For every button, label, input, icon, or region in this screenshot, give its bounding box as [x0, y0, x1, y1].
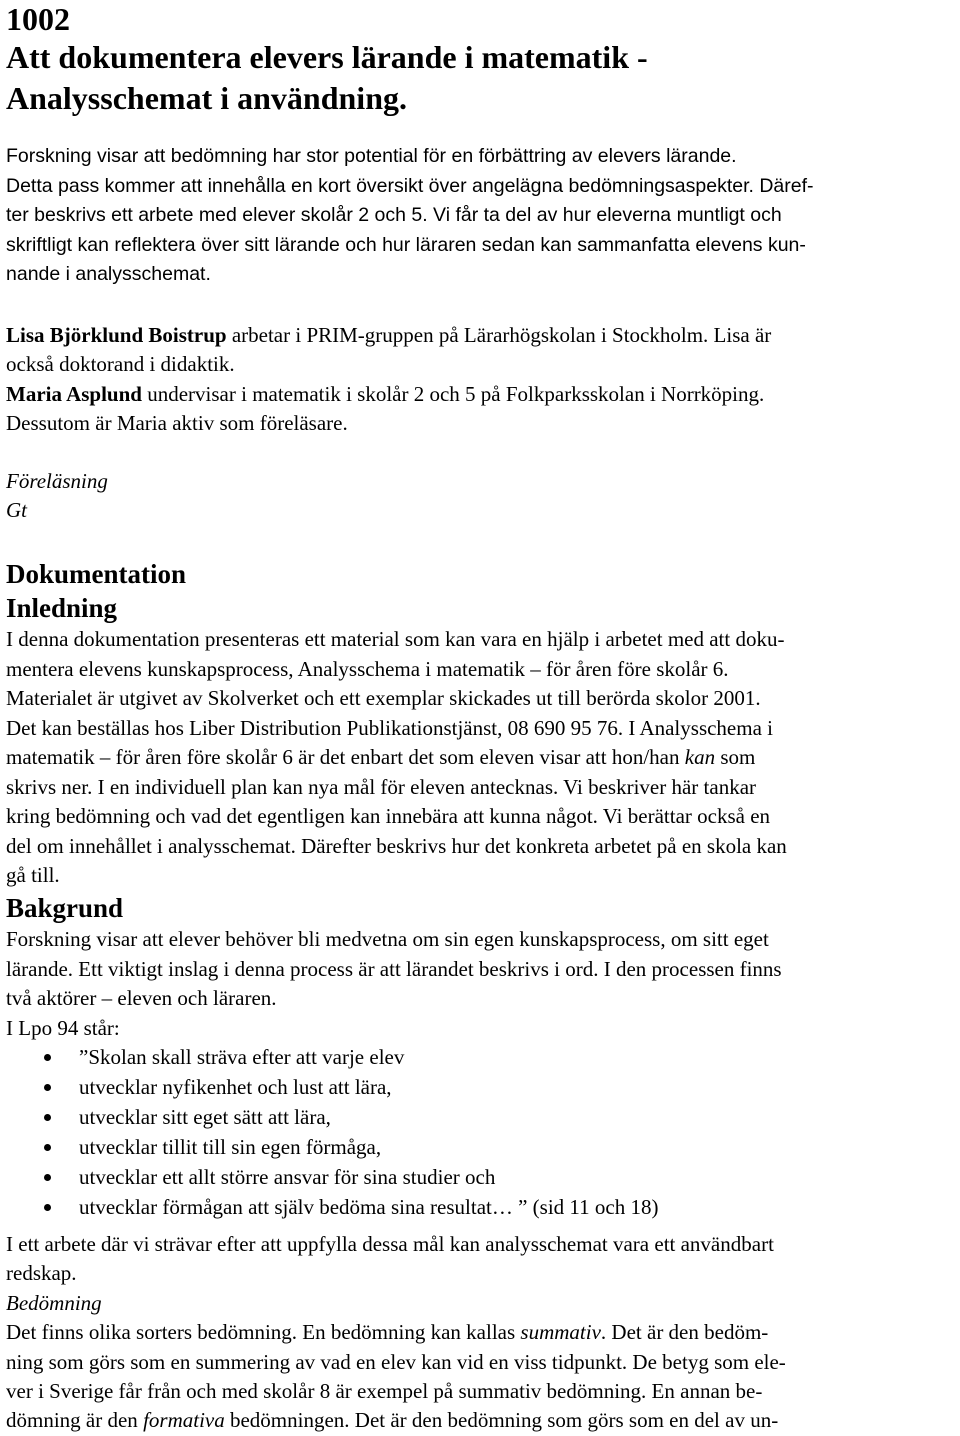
bedomning-line-4-a: dömning är den [6, 1408, 144, 1432]
list-item: utvecklar ett allt större ansvar för sina studier och [79, 1165, 496, 1189]
bedomning-line-2: ning som görs som en summering av vad en elev kan vid en viss tidpunkt. De betyg som ele- [6, 1350, 786, 1374]
inledning-line-5 [6, 743, 755, 772]
list-bullet [44, 1084, 51, 1091]
bedomning-line-1-a: Det finns olika sorters bedömning. En bedömning kan kallas [6, 1320, 521, 1344]
list-item: utvecklar förmågan att själv bedöma sina resultat… ” (sid 11 och 18) [79, 1195, 659, 1219]
inledning-line-6: skrivs ner. I en individuell plan kan nya mål för eleven antecknas. Vi beskriver här tankar [6, 775, 757, 799]
inledning-line-5-b: som [715, 745, 756, 769]
inledning-line-7: kring bedömning och vad det egentligen kan innebära att kunna något. Vi berättar också en [6, 804, 771, 828]
author-maria-name: Maria Asplund [6, 382, 142, 406]
list-bullet [44, 1174, 51, 1181]
list-bullet [44, 1204, 51, 1211]
list-item: ”Skolan skall sträva efter att varje elev [79, 1045, 405, 1069]
inledning-line-3: Materialet är utgivet av Skolverket och ett exemplar skickades ut till berörda skolor 2001. [6, 686, 761, 710]
bedomning-line-4 [6, 1406, 778, 1435]
inledning-line-5-kan: kan [684, 745, 716, 769]
heading-dokumentation: Dokumentation [6, 559, 187, 589]
heading-bedomning: Bedömning [6, 1291, 102, 1315]
bedomning-summativ: summativ [520, 1320, 601, 1344]
author-lisa-name: Lisa Björklund Boistrup [6, 323, 227, 347]
author-maria-line-2: Dessutom är Maria aktiv som föreläsare. [6, 411, 348, 435]
author-lisa-text: arbetar i PRIM-gruppen på Lärarhögskolan i Stockholm. Lisa är [226, 323, 772, 347]
intro-line-5: nande i analysschemat. [6, 263, 211, 285]
bakgrund-line-3: två aktörer – eleven och läraren. [6, 986, 277, 1010]
session-level: Gt [6, 498, 27, 522]
document-number: 1002 [6, 1, 70, 37]
intro-line-3-a: ter beskrivs ett arbete med elever skolår 2 och 5. [6, 204, 428, 226]
bakgrund-line-1: Forskning visar att elever behöver bli medvetna om sin egen kunskapsprocess, om sitt eget [6, 927, 769, 951]
list-bullet [44, 1054, 51, 1061]
list-item: utvecklar tillit till sin egen förmåga, [79, 1135, 382, 1159]
inledning-line-9: gå till. [6, 863, 60, 887]
bedomning-line-3: ver i Sverige får från och med skolår 8 är exempel på summativ bedömning. En annan be- [6, 1379, 763, 1403]
title-line-1: Att dokumentera elevers lärande i matematik - [6, 39, 648, 75]
title-line-2: Analysschemat i användning. [6, 80, 407, 116]
intro-line-4: skriftligt kan reflektera över sitt lärande och hur läraren sedan kan sammanfatta elevens kun- [6, 234, 806, 256]
bakgrund-line-4: I Lpo 94 står: [6, 1016, 120, 1040]
bedomning-line-1-b: . Det är den bedöm- [600, 1320, 769, 1344]
inledning-line-2: mentera elevens kunskapsprocess, Analysschema i matematik – för åren före skolår 6. [6, 657, 729, 681]
intro-line-3 [6, 201, 782, 230]
list-item: utvecklar nyfikenhet och lust att lära, [79, 1075, 392, 1099]
session-type: Föreläsning [6, 469, 108, 493]
heading-bakgrund: Bakgrund [6, 893, 124, 923]
list-bullet [44, 1144, 51, 1151]
bakgrund-line-2: lärande. Ett viktigt inslag i denna process är att lärandet beskrivs i ord. I den processen finns [6, 957, 782, 981]
after-list-line-2: redskap. [6, 1261, 77, 1285]
inledning-line-8: del om innehållet i analysschemat. Därefter beskrivs hur det konkreta arbetet på en skola kan [6, 834, 787, 858]
author-maria-line [6, 380, 764, 409]
bedomning-formativa: formativa [143, 1408, 225, 1432]
author-lisa-line-2: också doktorand i didaktik. [6, 352, 235, 376]
inledning-line-5-a: matematik – för åren före skolår 6 är det enbart det som eleven visar att hon/han [6, 745, 685, 769]
heading-inledning: Inledning [6, 593, 118, 623]
list-item: utvecklar sitt eget sätt att lära, [79, 1105, 331, 1129]
intro-line-2: Detta pass kommer att innehålla en kort översikt över angelägna bedömningsaspekter. Däref- [6, 175, 814, 197]
inledning-line-1: I denna dokumentation presenteras ett material som kan vara en hjälp i arbetet med att doku- [6, 627, 785, 651]
bedomning-line-4-b: bedömningen. Det är den bedömning som görs som en del av un- [224, 1408, 779, 1432]
intro-line-1: Forskning visar att bedömning har stor potential för en förbättring av elevers lärande. [6, 145, 737, 167]
bedomning-line-1 [6, 1318, 768, 1347]
intro-line-3-b: Vi får ta del av hur eleverna muntligt och [427, 204, 782, 226]
author-maria-text: undervisar i matematik i skolår 2 och 5 på Folkparksskolan i Norrköping. [141, 382, 765, 406]
author-lisa-line [6, 321, 771, 350]
list-bullet [44, 1114, 51, 1121]
after-list-line-1: I ett arbete där vi strävar efter att uppfylla dessa mål kan analysschemat vara ett användbart [6, 1232, 774, 1256]
inledning-line-4: Det kan beställas hos Liber Distribution Publikationstjänst, 08 690 95 76. I Analysschema i [6, 716, 773, 740]
